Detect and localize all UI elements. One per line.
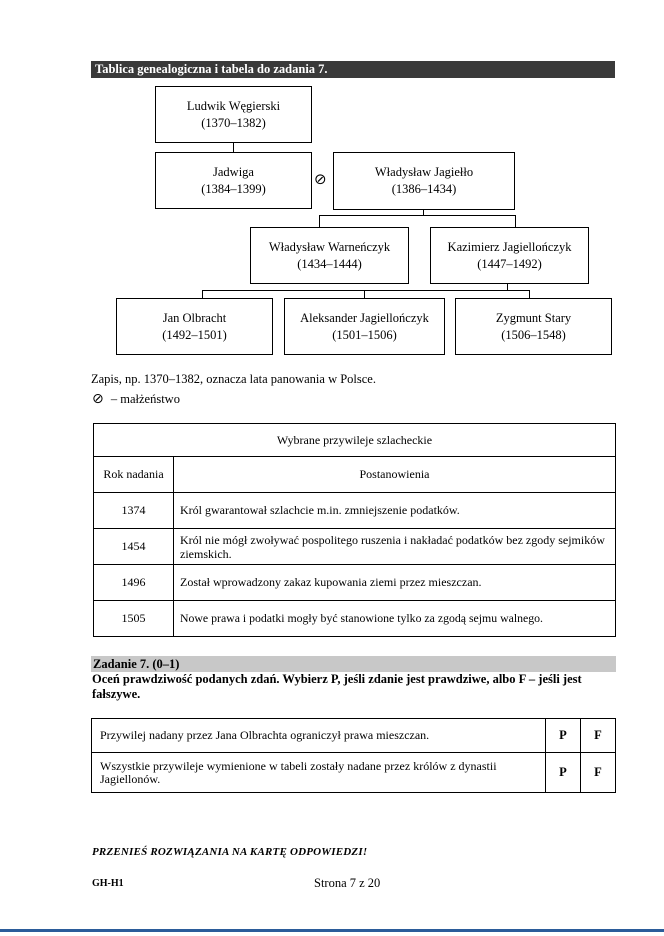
person-years: (1506–1548) — [501, 327, 566, 342]
privileges-table — [93, 423, 616, 637]
table-row — [92, 753, 616, 793]
row-text: Został wprowadzony zakaz kupowania ziemi przez mieszczan. — [174, 565, 616, 601]
person-ludwik — [155, 86, 312, 143]
person-kazimierz — [430, 227, 589, 284]
person-warnenczyk — [250, 227, 409, 284]
statement-text: Przywilej nadany przez Jana Olbrachta ograniczył prawa mieszczan. — [92, 719, 546, 753]
answer-f-button[interactable]: F — [581, 719, 616, 753]
marriage-symbol: ⊘ — [92, 391, 104, 407]
table-row — [94, 601, 616, 637]
table-row — [94, 529, 616, 565]
marriage-note: – małżeństwo — [110, 392, 180, 406]
person-years: (1370–1382) — [201, 115, 266, 130]
table-row — [92, 719, 616, 753]
answer-f-button[interactable]: F — [581, 753, 616, 793]
row-year: 1505 — [94, 601, 174, 637]
row-year: 1374 — [94, 493, 174, 529]
statement-text: Wszystkie przywileje wymienione w tabeli zostały nadane przez królów z dynastii Jagiellonów. — [92, 753, 546, 793]
viewer-bottom-border — [0, 929, 664, 932]
tree-line — [202, 290, 203, 298]
person-name: Ludwik Węgierski — [186, 98, 281, 113]
tree-line — [507, 283, 508, 290]
person-name: Aleksander Jagiellończyk — [300, 310, 429, 325]
column-header-year: Rok nadania — [94, 457, 174, 493]
answer-p-button[interactable]: P — [546, 753, 581, 793]
person-name: Władysław Warneńczyk — [268, 239, 391, 254]
tree-line — [364, 290, 365, 298]
tree-line — [319, 215, 516, 216]
table-row — [94, 493, 616, 529]
exam-code: GH-H1 — [92, 878, 124, 889]
transfer-note: PRZENIEŚ ROZWIĄZANIA NA KARTĘ ODPOWIEDZI! — [92, 846, 368, 858]
person-name: Jadwiga — [213, 164, 254, 179]
column-header-provisions: Postanowienia — [174, 457, 616, 493]
person-name: Kazimierz Jagiellończyk — [447, 239, 572, 254]
true-false-table — [91, 718, 616, 793]
table-row — [94, 565, 616, 601]
person-name: Jan Olbracht — [162, 310, 227, 325]
person-name: Zygmunt Stary — [495, 310, 572, 325]
row-text: Król gwarantował szlachcie m.in. zmniejszenie podatków. — [174, 493, 616, 529]
tree-line — [319, 215, 320, 227]
tree-line — [515, 215, 516, 227]
page-number: Strona 7 z 20 — [314, 876, 381, 890]
task-label: Zadanie 7. (0–1) — [91, 656, 616, 672]
table-title: Wybrane przywileje szlacheckie — [94, 424, 616, 457]
person-jadwiga — [155, 152, 312, 209]
tree-line — [233, 142, 234, 152]
person-years: (1384–1399) — [201, 181, 266, 196]
tree-line — [202, 290, 530, 291]
answer-p-button[interactable]: P — [546, 719, 581, 753]
reign-note: Zapis, np. 1370–1382, oznacza lata panowania w Polsce. — [91, 372, 376, 386]
tree-line — [529, 290, 530, 298]
section-header: Tablica genealogiczna i tabela do zadania 7. — [91, 61, 615, 78]
person-wladyslaw-jagiello — [333, 152, 515, 210]
marriage-symbol: ⊘ — [314, 170, 327, 188]
person-olbracht — [116, 298, 273, 355]
person-years: (1386–1434) — [391, 182, 457, 196]
person-name: Władysław Jagiełło — [374, 165, 474, 179]
task-instruction: Oceń prawdziwość podanych zdań. Wybierz P, jeśli zdanie jest prawdziwe, albo F – jeśli jest fałszywe. — [92, 672, 582, 701]
row-text: Nowe prawa i podatki mogły być stanowione tylko za zgodą sejmu walnego. — [174, 601, 616, 637]
person-aleksander — [284, 298, 445, 355]
person-years: (1434–1444) — [297, 256, 362, 271]
marriage-legend — [92, 391, 180, 407]
row-year: 1454 — [94, 529, 174, 565]
person-years: (1447–1492) — [477, 256, 542, 271]
row-text: Król nie mógł zwoływać pospolitego ruszenia i nakładać podatków bez zgody sejmików ziemskich. — [174, 529, 616, 565]
row-year: 1496 — [94, 565, 174, 601]
person-years: (1501–1506) — [332, 327, 397, 342]
person-zygmunt — [455, 298, 612, 355]
person-years: (1492–1501) — [162, 327, 227, 342]
